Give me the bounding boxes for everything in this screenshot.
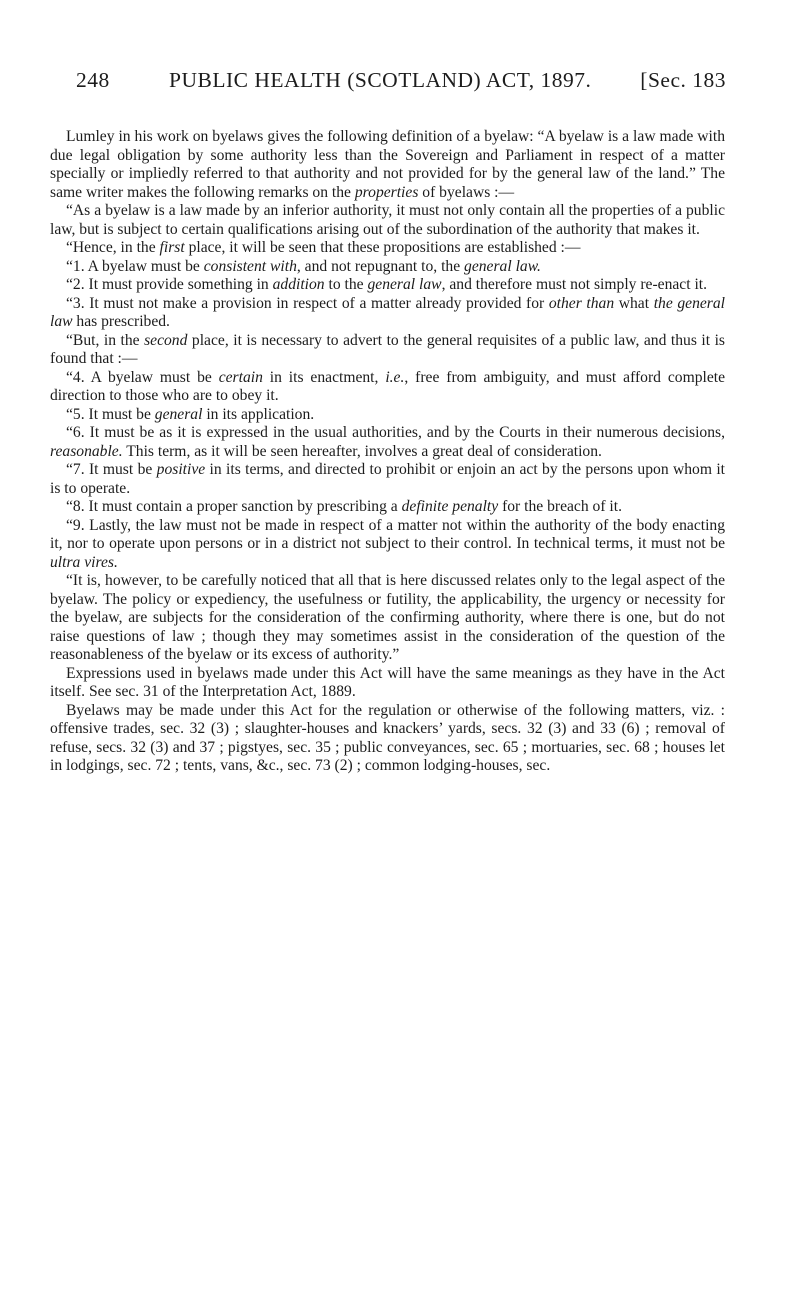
page-number: 248 — [76, 68, 110, 92]
italic-text: general law — [367, 276, 442, 293]
running-header — [76, 68, 726, 102]
italic-text: properties — [354, 183, 419, 201]
paragraph — [50, 128, 725, 202]
text-run: “As a byelaw is a law made by an inferior authority, it must not only contain all the properties of a public law, but is subject to certain qualifications arising out of the subordination of the authority that makes it. — [50, 202, 725, 238]
paragraph — [50, 202, 725, 239]
paragraph — [50, 498, 725, 517]
paragraph — [50, 424, 725, 461]
text-run: “3. It must not make a provision in respect of a matter already provided for — [66, 294, 549, 312]
text-run: for the breach of it. — [498, 498, 623, 515]
text-run: “7. It must be — [66, 461, 157, 478]
text-run: “6. It must be as it is expressed in the usual authorities, and by the Courts in their numerous decisions, — [66, 424, 725, 441]
text-run: “Hence, in the — [66, 239, 160, 256]
text-run: “It is, however, to be carefully noticed that all that is here discussed relates only to the legal aspect of the byelaw. The policy or expediency, the usefulness or futility, the applicability, the urgency or necessity for the byelaw, are subjects for the consideration of the confirming authority, where there is one, but do not raise questions of law ; though they may sometimes assist in the consideration of the question of the reasonableness of the byelaw or its excess of authority.” — [50, 572, 725, 663]
text-run: “1. A byelaw must be — [66, 257, 204, 275]
paragraph — [50, 332, 725, 369]
italic-text: other than — [548, 294, 615, 312]
paragraph — [50, 461, 725, 498]
italic-text: general — [154, 405, 203, 423]
italic-text: consistent with — [203, 257, 297, 275]
text-run: , free from ambiguity, and must afford complete direction to those who are to obey it. — [50, 368, 726, 404]
text-run: This term, as it will be seen hereafter, involves a great deal of consideration. — [122, 442, 602, 460]
paragraph — [50, 276, 725, 295]
body-text — [50, 128, 725, 776]
italic-text: ultra vires. — [50, 553, 118, 571]
text-run: place, it will be seen that these propositions are established :— — [184, 239, 581, 256]
text-run: Expressions used in byelaws made under this Act will have the same meanings as they have in the Act itself. See sec. 31 of the Interpretation Act, 1889. — [50, 664, 725, 700]
italic-text: second — [144, 331, 188, 349]
text-run: “9. Lastly, the law must not be made in respect of a matter not within the authority of the body enacting it, nor to operate upon persons or in a district not subject to their control. In technical terms, it must not be — [50, 516, 725, 552]
text-run: , and not repugnant to, the — [296, 257, 465, 275]
paragraph — [50, 239, 725, 258]
text-run: Byelaws may be made under this Act for the regulation or otherwise of the following matters, viz. : offensive trades, sec. 32 (3) ; slaughter-houses and knackers’ yards, secs. 32 (3) and 33 (6) ; removal of refuse, secs. 32 (3) and 37 ; pigstyes, sec. 35 ; public conveyances, sec. 65 ; mortuaries, sec. 68 ; houses let in lodgings, sec. 72 ; tents, vans, &c., sec. 73 (2) ; common lodging-houses, sec. — [50, 701, 725, 774]
text-run: “4. A byelaw must be — [66, 368, 219, 386]
text-run: in its application. — [202, 405, 315, 423]
text-run: what — [614, 294, 654, 312]
text-run: Lumley in his work on byelaws gives the following definition of a byelaw: “A byelaw is a law made with due legal obligation by some authority less than the Sovereign and Parliament in respect of a matter specially or impliedly referred to that authority and not provided for by the general law of the land.” The same writer makes the following remarks on the — [50, 128, 725, 201]
paragraph — [50, 295, 725, 332]
italic-text: reasonable. — [50, 442, 123, 460]
paragraph — [50, 258, 725, 277]
text-run: in its enactment, — [262, 368, 386, 386]
running-title: PUBLIC HEALTH (SCOTLAND) ACT, 1897. — [169, 68, 592, 92]
italic-text: addition — [272, 276, 325, 293]
italic-text: the general law — [50, 294, 725, 330]
text-run: of byelaws :— — [418, 183, 515, 201]
text-run: , and therefore must not simply re-enact it. — [441, 276, 708, 293]
text-run: in its terms, and directed to prohibit or enjoin an act by the persons upon whom it is to operate. — [50, 461, 726, 497]
section-reference: [Sec. 183 — [640, 68, 726, 92]
paragraph — [50, 702, 725, 776]
italic-text: positive — [156, 461, 206, 478]
text-run: has prescribed. — [72, 313, 170, 330]
text-run: “8. It must contain a proper sanction by prescribing a — [66, 498, 402, 515]
italic-text: certain — [218, 368, 263, 386]
paragraph — [50, 572, 725, 665]
text-run: “5. It must be — [66, 405, 155, 423]
italic-text: first — [159, 239, 185, 256]
paragraph — [50, 665, 725, 702]
paragraph — [50, 517, 725, 573]
italic-text: definite penalty — [401, 498, 499, 515]
text-run: place, it is necessary to advert to the general requisites of a public law, and thus it is found that :— — [50, 331, 725, 367]
text-run: “2. It must provide something in — [66, 276, 273, 293]
text-run: to the — [324, 276, 368, 293]
text-run: “But, in the — [66, 331, 145, 349]
paragraph — [50, 369, 725, 406]
italic-text: i.e. — [385, 368, 405, 386]
italic-text: general law. — [464, 257, 541, 275]
paragraph — [50, 406, 725, 425]
